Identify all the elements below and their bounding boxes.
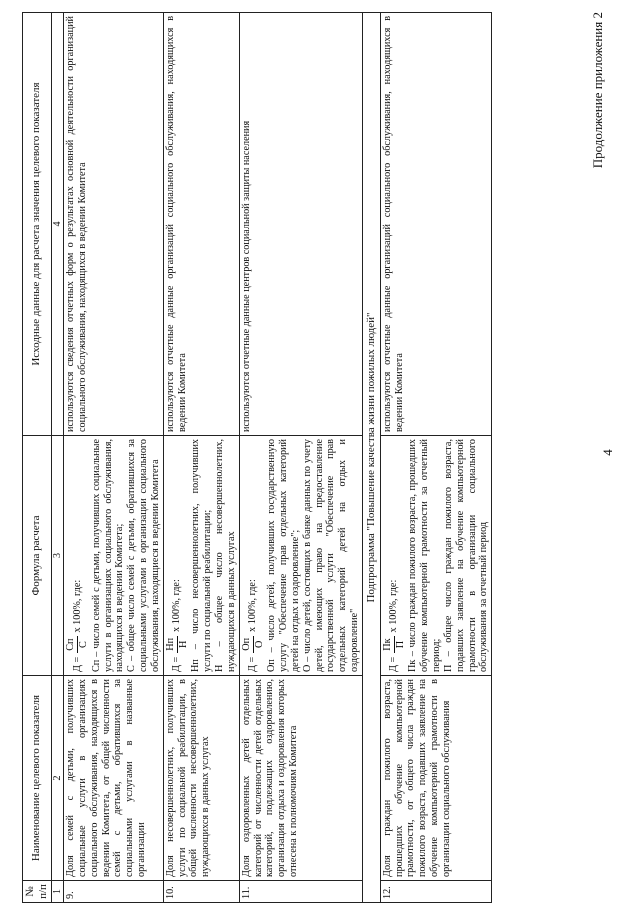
formula	[382, 439, 407, 672]
variable-definition: Сп – число семей с детьми, получивших социальные услуги в организациях социального обслуживания, находящихся в ведении Комитета;	[90, 439, 126, 672]
variable-definition: Пк – число граждан пожилого возраста, прошедших обучение компьютерной грамотности за отчетный период;	[407, 439, 443, 672]
row-number: 12.	[380, 881, 491, 903]
formula	[165, 439, 190, 672]
formula-cell	[163, 436, 239, 676]
indicator-name: Доля граждан пожилого возраста, прошедших обучение компьютерной грамотности, от общего числа граждан пожилого возраста, подавших заявление на обучение компьютерной грамотности в организации социального обслуживания	[380, 676, 491, 881]
formula-lhs: Д =	[247, 656, 259, 672]
formula-lhs: Д =	[388, 656, 400, 672]
column-number-row	[51, 13, 64, 903]
formula-cell	[380, 436, 491, 676]
variable-definition: О – число детей, состоящих в банке данных по учету детей, имеющих право на предоставление государственной услуги "Обеспечение прав отдельных категорий детей на отдых и оздоровление"	[301, 439, 361, 672]
header-num: № п/п	[23, 881, 52, 903]
variable-definition: Н – общее число несовершеннолетних, нуждающихся в данных услугах	[214, 439, 237, 672]
source-data: используются отчетные данные центров социальной защиты населения	[239, 13, 362, 436]
formula-rhs: х 100%, где:	[247, 579, 259, 632]
row-number: 11.	[239, 881, 362, 903]
fraction	[241, 636, 266, 653]
variable-definition: Оп – число детей, получивших государственную услугу "Обеспечение прав отдельных категорий детей на отдых и оздоровление";	[266, 439, 301, 672]
header-formula: Формула расчета	[23, 436, 52, 676]
table-row	[64, 13, 164, 903]
formula	[241, 439, 266, 672]
denominator: Н	[177, 640, 189, 649]
source-data: используются отчетные данные организаций социального обслуживания, находящихся в ведении Комитета	[380, 13, 491, 436]
numerator: Пк	[381, 638, 393, 651]
variable-definition: П – общее число граждан пожилого возраста, подавших заявление на обучение компьютерной грамотности в организации социального обслуживания за отчетный период	[442, 439, 490, 672]
variable-definition: С – общее число семей с детьми, обратившихся за социальными услугами в организации социального обслуживания, находящиеся в ведении Комитета	[126, 439, 161, 672]
fraction	[382, 636, 407, 652]
indicators-table	[22, 12, 492, 903]
header-source: Исходные данные для расчета значения целевого показателя	[23, 13, 52, 436]
numerator: Оп	[240, 637, 252, 651]
page-number: 4	[600, 449, 615, 456]
formula-lhs: Д =	[171, 656, 183, 672]
numerator: Нп	[164, 637, 176, 651]
formula-lhs: Д =	[71, 656, 83, 672]
formula-cell	[239, 436, 362, 676]
denominator: С	[77, 641, 89, 649]
indicator-name: Доля оздоровленных детей отдельных категорий от численности детей отдельных категорий, подлежащих оздоровлению, организация отдыха и оздоровления которых отнесена к полномочиям Комитета	[239, 676, 362, 881]
formula-rhs: х 100%, где:	[171, 579, 183, 632]
subprogram-row	[362, 13, 380, 903]
table-header-row	[23, 13, 52, 903]
indicator-name: Доля несовершеннолетних, получивших услуги по социальной реабилитации, в общей численности несовершеннолетних, нуждающихся в данных услугах	[163, 676, 239, 881]
variable-definition: Нп – число несовершеннолетних, получивших услуги по социальной реабилитации;	[190, 439, 214, 672]
source-data: используются отчетные данные организаций социального обслуживания, находящихся в ведении Комитета	[163, 13, 239, 436]
table-row	[163, 13, 239, 903]
row-number: 10.	[163, 881, 239, 903]
formula	[65, 439, 90, 672]
column-number: 3	[51, 436, 64, 676]
column-number: 1	[51, 881, 64, 903]
indicator-name: Доля семей с детьми, получивших социальные услуги в организациях социального обслуживания, находящихся в ведении Комитета, от общей численности семей с детьми, обратившихся за социальными услугами в названные организации	[64, 676, 164, 881]
formula-cell	[64, 436, 164, 676]
formula-rhs: х 100%, где:	[388, 579, 400, 633]
numerator: Сп	[65, 638, 77, 651]
formula-rhs: х 100%, где:	[71, 579, 83, 633]
table-row	[239, 13, 362, 903]
source-data: используются сведения отчетных форм о результатах основной деятельности организаций социального обслуживания, находящихся в ведении Комитета	[64, 13, 164, 436]
fraction	[65, 637, 90, 653]
denominator: П	[394, 640, 406, 649]
subprogram-title: Подпрограмма "Повышение качества жизни пожилых людей"	[362, 13, 380, 903]
column-number: 4	[51, 13, 64, 436]
fraction	[165, 636, 190, 653]
denominator: О	[253, 640, 265, 649]
column-number: 2	[51, 676, 64, 881]
table-row	[380, 13, 491, 903]
appendix-caption: Продолжение приложения 2	[590, 12, 605, 169]
header-name: Наименование целевого показателя	[23, 676, 52, 881]
row-number: 9.	[64, 881, 164, 903]
